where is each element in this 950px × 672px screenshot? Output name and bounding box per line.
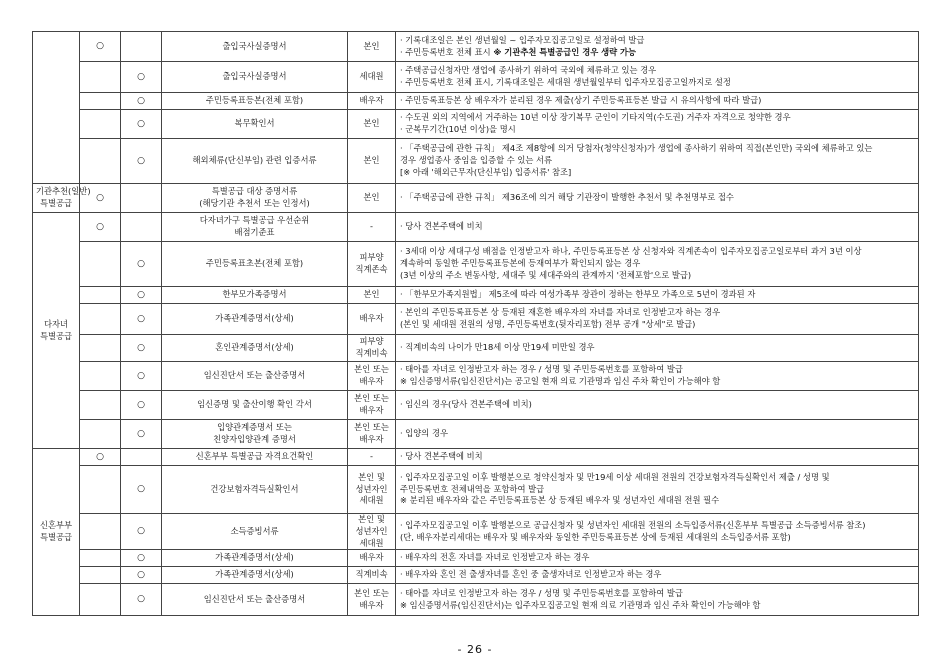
note-cell [396, 466, 919, 514]
table-row [33, 93, 919, 110]
subject-line: 본인 [363, 118, 380, 129]
category-cell [33, 184, 91, 213]
table-row [33, 62, 919, 93]
document-name-cell [162, 550, 348, 567]
note-line: · 군복무기간(10년 이상)을 명시 [400, 124, 516, 134]
note-line: ※ 분리된 배우자와 같은 주민등록표등본 상 등재된 배우자 및 성년자인 세대원 전원 필수 [400, 495, 720, 506]
note-cell [396, 32, 919, 62]
note-cell [396, 110, 919, 139]
note-line: · 「주택공급에 관한 규칙」 제4조 제8항에 의거 당첨자(청약신청자)가 생업에 종사하기 위하여 직접(본인만) 국외에 체류하고 있는 [400, 143, 873, 154]
subject-cell [348, 391, 396, 420]
document-name-line: 혼인관계증명서(상세) [215, 342, 294, 353]
conditional-mark-cell [121, 449, 162, 466]
required-mark-cell [80, 62, 121, 93]
subject-line: 성년자인 [355, 483, 388, 494]
category-cell [33, 32, 80, 184]
note-cell [396, 184, 919, 213]
document-name-cell [162, 242, 348, 287]
conditional-mark-cell: ○ [121, 242, 162, 287]
note-cell [396, 335, 919, 362]
category-label: 특별공급 [39, 198, 73, 208]
table-row [33, 466, 919, 514]
subject-line: 배우자 [359, 599, 384, 610]
note-line: · 배우자와 혼인 전 출생자녀를 혼인 중 출생자녀로 인정받고자 하는 경우 [400, 569, 662, 580]
table-row [33, 584, 919, 616]
document-requirements-table [32, 31, 919, 616]
note-line: · 3세대 이상 세대구성 배점을 인정받고자 하나, 주민등록표등본 상 신청자와 직계존속이 입주자모집공고일로부터 과거 3년 이상 [400, 246, 862, 257]
subject-cell [348, 304, 396, 335]
subject-line: 배우자 [359, 405, 384, 415]
subject-cell [348, 287, 396, 304]
note-cell [396, 514, 919, 550]
subject-line: 본인 [363, 289, 380, 300]
conditional-mark-cell: ○ [121, 287, 162, 304]
subject-line: 본인 [363, 40, 380, 51]
table-row [33, 550, 919, 567]
note-cell [396, 420, 919, 449]
note-cell [396, 362, 919, 391]
document-name-cell [162, 93, 348, 110]
note-line: 경우 생업종사 중임을 입증할 수 있는 서류 [400, 155, 553, 166]
document-name-line: 건강보험자격득실확인서 [210, 483, 299, 494]
note-line: · 주민등록번호 전체 표시, 기록대조일은 세대원 생년월일부터 입주자모집공고일까지로 설정 [400, 77, 731, 87]
required-mark-cell [80, 304, 121, 335]
document-name-line: 친양자입양관계 증명서 [213, 434, 296, 444]
table-row [33, 110, 919, 139]
document-name-cell [162, 584, 348, 616]
required-mark-cell [80, 466, 121, 514]
table-row [33, 449, 919, 466]
note-line: · 당사 견본주택에 비치 [400, 221, 483, 232]
document-name-line: 한부모가족증명서 [222, 289, 287, 300]
conditional-mark-cell: ○ [121, 62, 162, 93]
category-label: 신혼부부 [39, 520, 73, 531]
note-cell [396, 304, 919, 335]
note-line: 주민등록번호 전체내역을 포함하여 발급 [400, 483, 545, 494]
subject-line: - [370, 221, 373, 232]
subject-cell [348, 32, 396, 62]
conditional-mark-cell: ○ [121, 550, 162, 567]
subject-line: 세대원 [359, 71, 384, 82]
subject-cell [348, 362, 396, 391]
note-line: ※ 임신증명서류(임신진단서)는 입주자모집공고일 현재 의료 기관명과 임신 주차 확인이 가능해야 함 [400, 599, 761, 610]
subject-line: 본인 및 [358, 471, 385, 482]
note-line: · 태아를 자녀로 인정받고자 하는 경우 / 성명 및 주민등록번호를 포함하여 발급 [400, 364, 683, 375]
required-mark-cell [80, 550, 121, 567]
document-name-cell [162, 466, 348, 514]
subject-line: 배우자 [359, 434, 384, 444]
required-mark-cell [80, 514, 121, 550]
subject-cell [348, 213, 396, 242]
document-name-cell [162, 32, 348, 62]
subject-line: 본인 또는 [354, 588, 389, 599]
note-line: · 당사 견본주택에 비치 [400, 451, 483, 462]
document-name-cell [162, 391, 348, 420]
conditional-mark-cell: ○ [121, 110, 162, 139]
note-line: · 주민등록번호 전체 표시 ※ 기관추천 특별공급인 경우 생략 가능 [400, 46, 637, 57]
table-row [33, 304, 919, 335]
document-name-cell [162, 514, 348, 550]
required-mark-cell [80, 139, 121, 184]
conditional-mark-cell: ○ [121, 139, 162, 184]
document-name-cell [162, 567, 348, 584]
conditional-mark-cell: ○ [121, 391, 162, 420]
table-row [33, 362, 919, 391]
document-name-line: 주민등록표등본(전체 포함) [205, 95, 304, 106]
note-line: (본인 및 세대원 전원의 성명, 주민등록번호(뒷자리포함) 전부 공개 "상세"로 발급) [400, 319, 696, 329]
category-cell [33, 449, 80, 616]
subject-line: 직계비속 [355, 348, 388, 358]
subject-cell [348, 184, 396, 213]
subject-line: 본인 또는 [354, 364, 389, 375]
emphasis-text: ※ 기관추천 특별공급인 경우 생략 가능 [493, 46, 637, 57]
note-cell [396, 62, 919, 93]
document-name-line: 주민등록표초본(전체 포함) [205, 258, 304, 269]
note-line: (단, 배우자분리세대는 배우자 및 배우자와 동일한 주민등록표등본 상에 등재된 세대원의 소득입증서류 포함) [400, 531, 791, 542]
subject-line: 피부양 [359, 336, 384, 347]
required-mark-cell: ○ [80, 184, 121, 213]
conditional-mark-cell: ○ [121, 335, 162, 362]
required-mark-cell [80, 242, 121, 287]
table-row [33, 391, 919, 420]
conditional-mark-cell: ○ [121, 304, 162, 335]
note-line: · 배우자의 전혼 자녀를 자녀로 인정받고자 하는 경우 [400, 552, 590, 563]
category-label: 다자녀 [43, 318, 69, 329]
category-label: 기관추천(일반) [36, 186, 91, 197]
document-name-cell [162, 362, 348, 391]
subject-cell [348, 62, 396, 93]
conditional-mark-cell: ○ [121, 567, 162, 584]
note-line: · 수도권 외의 지역에서 거주하는 10년 이상 장기복무 군인이 기타지역(수도권) 거주자 자격으로 청약한 경우 [400, 112, 791, 123]
page-number: - 26 - [457, 643, 493, 656]
document-name-cell [162, 304, 348, 335]
category-label: 특별공급 [39, 330, 73, 341]
subject-line: - [370, 451, 373, 462]
subject-line: 배우자 [359, 313, 384, 324]
document-name-line: 해외체류(단신부임) 관련 입증서류 [192, 155, 317, 166]
document-name-line: (해당기관 추천서 또는 인정서) [199, 198, 310, 208]
note-line: (3년 이상의 주소 변동사항, 세대주 및 세대주와의 관계까지 '전체포함'으로 발급) [400, 269, 692, 280]
note-line: 계속하여 동일한 주민등록표등본에 등재여부가 확인되지 않는 경우 [400, 258, 641, 269]
note-cell [396, 567, 919, 584]
conditional-mark-cell [121, 32, 162, 62]
subject-cell [348, 139, 396, 184]
note-line: · 입주자모집공고일 이후 발행분으로 공급신청자 및 성년자인 세대원 전원의 소득입증서류(신혼부부 특별공급 소득증빙서류 참조) [400, 519, 866, 530]
note-line: · 기록대조일은 본인 생년월일 ~ 입주자모집공고일로 설정하여 발급 [400, 34, 645, 45]
note-cell [396, 139, 919, 184]
document-name-line: 가족관계증명서(상세) [215, 313, 294, 324]
document-name-line: 입양관계증명서 또는 [217, 422, 292, 433]
note-line: · 「한부모가족지원법」 제5조에 따라 여성가족부 장관이 정하는 한부모 가족으로 5년이 경과된 자 [400, 289, 756, 300]
table-row [33, 567, 919, 584]
subject-cell [348, 110, 396, 139]
document-name-line: 가족관계증명서(상세) [215, 552, 294, 563]
subject-line: 직계비속 [355, 569, 388, 580]
note-line: ※ 임신증명서류(임신진단서)는 공고일 현재 의료 기관명과 임신 주차 확인이 가능해야 함 [400, 376, 721, 386]
conditional-mark-cell: ○ [121, 584, 162, 616]
table-row [33, 184, 919, 213]
subject-line: 배우자 [359, 552, 384, 563]
document-name-cell [162, 420, 348, 449]
subject-cell [348, 466, 396, 514]
note-line: · 직계비속의 나이가 만18세 이상 만19세 미만일 경우 [400, 342, 595, 353]
category-label: 특별공급 [39, 532, 73, 543]
document-name-cell [162, 184, 348, 213]
note-cell [396, 242, 919, 287]
document-name-line: 다자녀가구 특별공급 우선순위 [199, 215, 310, 226]
conditional-mark-cell: ○ [121, 466, 162, 514]
required-mark-cell [80, 584, 121, 616]
conditional-mark-cell [121, 213, 162, 242]
note-line: · 주민등록표등본 상 배우자가 분리된 경우 제출(상기 주민등록표등본 발급 시 유의사항에 따라 발급) [400, 95, 762, 106]
subject-cell [348, 514, 396, 550]
required-mark-cell [80, 420, 121, 449]
required-mark-cell [80, 335, 121, 362]
subject-line: 직계존속 [355, 264, 388, 274]
document-name-line: 임신진단서 또는 출산증명서 [203, 593, 306, 604]
document-name-line: 가족관계증명서(상세) [215, 569, 294, 580]
conditional-mark-cell: ○ [121, 93, 162, 110]
document-name-line: 임신증명 및 출산이행 확인 각서 [197, 399, 312, 410]
required-mark-cell: ○ [80, 449, 121, 466]
required-mark-cell [80, 93, 121, 110]
subject-cell [348, 584, 396, 616]
category-cell [33, 213, 80, 449]
subject-cell [348, 242, 396, 287]
note-line: [※ 아래 '해외근무자(단신부임) 입증서류' 참조] [400, 166, 572, 177]
subject-line: 본인 또는 [354, 393, 389, 404]
subject-cell [348, 93, 396, 110]
document-name-cell [162, 335, 348, 362]
conditional-mark-cell: ○ [121, 420, 162, 449]
table-row [33, 32, 919, 62]
required-mark-cell [80, 362, 121, 391]
table-row [33, 514, 919, 550]
document-name-line: 특별공급 대상 증명서류 [211, 186, 298, 197]
document-name-line: 출입국사실증명서 [222, 40, 287, 51]
document-name-line: 임신진단서 또는 출산증명서 [203, 370, 306, 381]
note-line: · 임신의 경우(당사 견본주택에 비치) [400, 399, 532, 410]
document-name-line: 복무확인서 [234, 118, 275, 129]
note-cell [396, 287, 919, 304]
subject-line: 본인 또는 [354, 422, 389, 433]
subject-cell [348, 449, 396, 466]
note-line: · 「주택공급에 관한 규칙」 제36조에 의거 해당 기관장이 발행한 추천서 및 추천명부로 접수 [400, 192, 734, 203]
table-row [33, 213, 919, 242]
required-mark-cell: ○ [80, 213, 121, 242]
conditional-mark-cell: ○ [121, 514, 162, 550]
subject-line: 성년자인 [355, 525, 388, 536]
subject-line: 본인 [363, 192, 380, 203]
conditional-mark-cell [121, 184, 162, 213]
note-cell [396, 584, 919, 616]
subject-cell [348, 567, 396, 584]
subject-line: 배우자 [359, 376, 384, 386]
required-mark-cell [80, 567, 121, 584]
subject-line: 세대원 [359, 537, 384, 548]
document-name-cell [162, 213, 348, 242]
required-mark-cell [80, 287, 121, 304]
table-row [33, 139, 919, 184]
document-name-cell [162, 62, 348, 93]
document-name-cell [162, 139, 348, 184]
document-name-line: 신혼부부 특별공급 자격요건확인 [195, 451, 314, 462]
table-row [33, 335, 919, 362]
subject-line: 피부양 [359, 252, 384, 263]
note-line: · 본인의 주민등록표등본 상 등재된 재혼한 배우자의 자녀를 자녀로 인정받고자 하는 경우 [400, 307, 721, 318]
subject-line: 본인 및 [358, 514, 385, 524]
note-cell [396, 550, 919, 567]
document-name-cell [162, 287, 348, 304]
note-line: · 입양의 경우 [400, 428, 448, 439]
note-line: · 주택공급신청자만 생업에 종사하기 위하여 국외에 체류하고 있는 경우 [400, 65, 657, 76]
required-mark-cell [80, 110, 121, 139]
subject-cell [348, 550, 396, 567]
subject-line: 세대원 [359, 495, 384, 506]
subject-cell [348, 335, 396, 362]
note-line: · 태아를 자녀로 인정받고자 하는 경우 / 성명 및 주민등록번호를 포함하여 발급 [400, 588, 683, 599]
document-name-line: 출입국사실증명서 [222, 71, 287, 82]
conditional-mark-cell: ○ [121, 362, 162, 391]
note-cell [396, 449, 919, 466]
document-name-line: 소득증빙서류 [230, 525, 279, 536]
document-name-cell [162, 110, 348, 139]
document-name-cell [162, 449, 348, 466]
note-line: · 입주자모집공고일 이후 발행분으로 청약신청자 및 만19세 이상 세대원 전원의 건강보험자격득실확인서 제출 / 성명 및 [400, 471, 830, 482]
required-mark-cell [80, 391, 121, 420]
note-cell [396, 213, 919, 242]
required-mark-cell: ○ [80, 32, 121, 62]
note-cell [396, 391, 919, 420]
table-row [33, 242, 919, 287]
subject-line: 배우자 [359, 95, 384, 106]
table-row [33, 420, 919, 449]
document-name-line: 배점기준표 [234, 227, 275, 237]
subject-line: 본인 [363, 155, 380, 166]
table-row [33, 287, 919, 304]
subject-cell [348, 420, 396, 449]
note-cell [396, 93, 919, 110]
